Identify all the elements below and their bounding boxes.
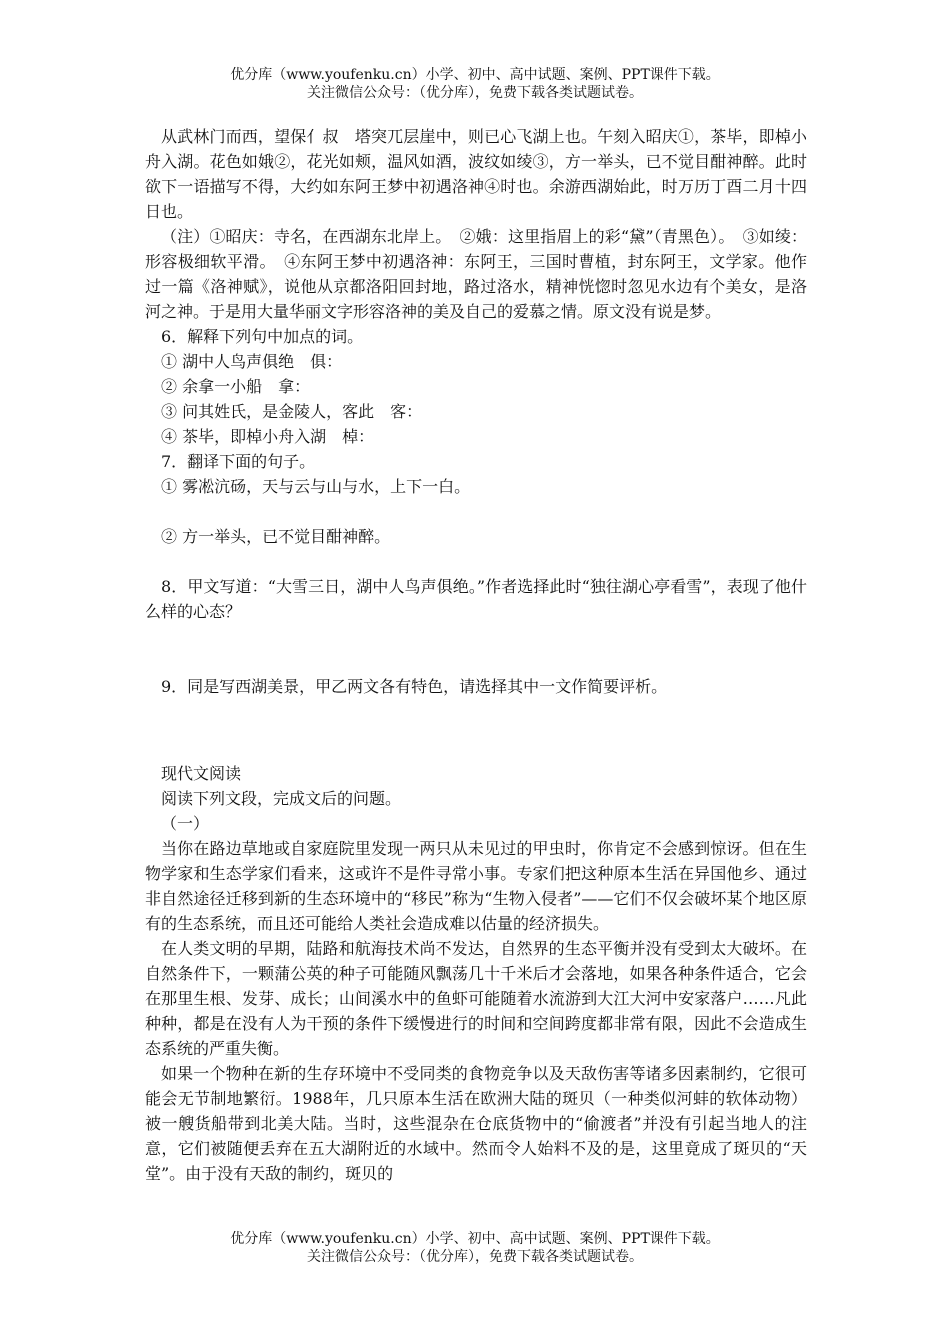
question-9: 9．同是写西湖美景，甲乙两文各有特色，请选择其中一文作简要评析。: [161, 677, 668, 696]
modern-reading-title: 现代文阅读: [161, 764, 242, 783]
question-7-item: ① 雾凇沆砀，天与云与山与水，上下一白。: [161, 477, 471, 496]
header-line-2: 关注微信公众号：（优分库），免费下载各类试题试卷。: [307, 85, 643, 101]
header-line-1: 优分库（www.youfenku.cn）小学、初中、高中试题、案例、PPT课件下载。: [230, 67, 720, 83]
question-6-title: 6．解释下列句中加点的词。: [161, 327, 364, 346]
footer-line-1: 优分库（www.youfenku.cn）小学、初中、高中试题、案例、PPT课件下载。: [230, 1231, 720, 1247]
question-6-item: ③ 问其姓氏，是金陵人，客此 客：: [161, 402, 423, 421]
modern-reading-part: （一）: [161, 814, 210, 833]
question-7-title: 7．翻译下面的句子。: [161, 452, 316, 471]
modern-paragraph: 在人类文明的早期，陆路和航海技术尚不发达，自然界的生态平衡并没有受到太大破坏。在自然条件下，一颗蒲公英的种子可能随风飘荡几十千米后才会落地，如果各种条件适合，它会在那里生根、发芽、成长；山间溪水中的鱼虾可能随着水流游到大江大河中安家落户……凡此种种，都是在没有人为干预的条件下缓慢进行的时间和空间跨度都非常有限，因此不会造成生态系统的严重失衡。: [145, 939, 807, 1058]
question-7-item: ② 方一举头，已不觉目酣神醉。: [161, 527, 391, 546]
modern-reading-instruction: 阅读下列文段，完成文后的问题。: [161, 789, 402, 808]
page-header: [0, 66, 950, 102]
modern-paragraph: 如果一个物种在新的生存环境中不受同类的食物竞争以及天敌伤害等诸多因素制约，它很可能会无节制地繁衍。1988年，几只原本生活在欧洲大陆的斑贝（一种类似河蚌的软体动物）被一艘货船带到北美大陆。当时，这些混杂在仓底货物中的“偷渡者”并没有引起当地人的注意，它们被随便丢弃在五大湖附近的水域中。然而令人始料不及的是，这里竟成了斑贝的“天堂”。由于没有天敌的制约，斑贝的: [145, 1064, 807, 1183]
question-8: 8．甲文写道：“大雪三日，湖中人鸟声俱绝。”作者选择此时“独往湖心亭看雪”，表现了他什么样的心态？: [145, 577, 807, 621]
page-footer: [0, 1230, 950, 1266]
footer-line-2: 关注微信公众号：（优分库），免费下载各类试题试卷。: [307, 1249, 643, 1265]
annotation-notes: （注）①昭庆：寺名，在西湖东北岸上。 ②娥：这里指眉上的彩“黛”（青黑色）。 ③如绫：形容极细软平滑。 ④东阿王梦中初遇洛神：东阿王，三国时曹植，封东阿王，文学家。他作过一篇《洛神赋》，说他从京都洛阳回封地，路过洛水，精神恍惚时忽见水边有个美女，是洛河之神。于是用大量华丽文字形容洛神的美及自己的爱慕之情。原文没有说是梦。: [145, 227, 807, 321]
question-6-item: ② 余拿一小船 拿：: [161, 377, 311, 396]
document-body: [145, 124, 807, 1186]
modern-paragraph: 当你在路边草地或自家庭院里发现一两只从未见过的甲虫时，你肯定不会感到惊讶。但在生物学家和生态学家们看来，这或许不是件寻常小事。专家们把这种原本生活在异国他乡、通过非自然途径迁移到新的生态环境中的“移民”称为“生物入侵者”——它们不仅会破坏某个地区原有的生态系统，而且还可能给人类社会造成难以估量的经济损失。: [145, 839, 807, 933]
question-6-item: ① 湖中人鸟声俱绝 俱：: [161, 352, 343, 371]
passage-b: 从武林门而西，望保亻叔 塔突兀层崖中，则已心飞湖上也。午刻入昭庆①，茶毕，即棹小舟入湖。花色如娥②，花光如颊，温风如酒，波纹如绫③，方一举头，已不觉目酣神醉。此时欲下一语描写不得，大约如东阿王梦中初遇洛神④时也。余游西湖始此，时万历丁酉二月十四日也。: [145, 127, 807, 221]
question-6-item: ④ 茶毕，即棹小舟入湖 棹：: [161, 427, 375, 446]
